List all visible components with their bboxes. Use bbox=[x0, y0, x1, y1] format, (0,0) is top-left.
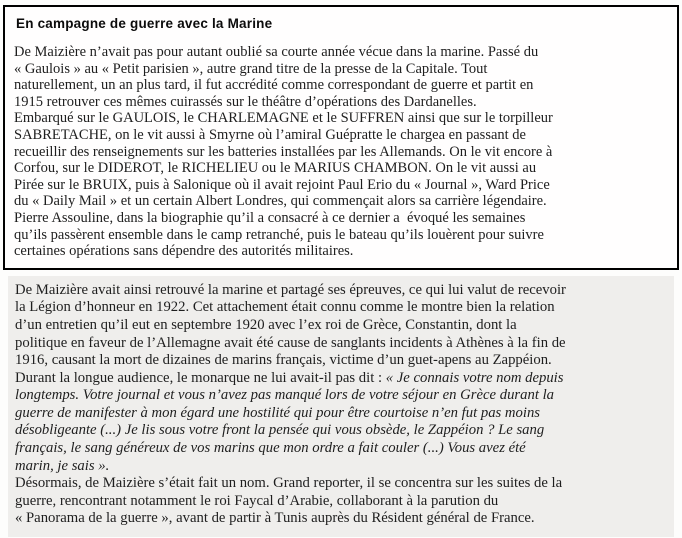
text-line bbox=[14, 210, 669, 227]
lower-section-paragraph bbox=[8, 276, 674, 537]
text-line bbox=[15, 458, 670, 476]
body-text: Désormais, de Maizière s’était fait un nom. Grand reporter, il se concentra sur les suites de la bbox=[15, 475, 563, 492]
body-text: naturellement, un an plus tard, il fut accrédité comme correspondant de guerre et partit en bbox=[14, 77, 534, 94]
text-line bbox=[14, 193, 669, 210]
text-line bbox=[15, 335, 670, 353]
body-text: Durant la longue audience, le monarque ne lui avait-il pas dit : bbox=[15, 369, 386, 386]
text-line bbox=[14, 110, 669, 127]
body-text: 1916, causant la mort de dizaines de marins français, victime d’un guet-apens au Zappéion. bbox=[15, 352, 552, 369]
text-line bbox=[14, 227, 669, 244]
text-line bbox=[14, 144, 669, 161]
text-line bbox=[15, 317, 670, 335]
body-text: SABRETACHE, on le vit aussi à Smyrne où l’amiral Guépratte le chargea en passant de bbox=[14, 126, 526, 143]
quote-italic-text: « Je connais votre nom depuis bbox=[385, 369, 564, 386]
body-text: De Maizière n’avait pas pour autant oublié sa courte année vécue dans la marine. Passé du bbox=[14, 44, 539, 60]
quote-italic-text: longtemps. Votre journal et vous n’avez pas manqué lors de votre séjour en Grèce durant la bbox=[15, 387, 555, 404]
text-line bbox=[15, 282, 670, 300]
text-line bbox=[14, 61, 669, 78]
text-line bbox=[14, 77, 669, 94]
text-line bbox=[15, 493, 670, 511]
body-text: Corfou, sur le DIDEROT, le RICHELIEU ou le MARIUS CHAMBON. On le vit aussi au bbox=[14, 160, 537, 177]
text-line bbox=[14, 44, 669, 61]
boxed-section bbox=[3, 5, 679, 270]
body-text: Pierre Assouline, dans la biographie qu’il a consacré à ce dernier a évoqué les semaines bbox=[14, 209, 526, 226]
body-text: Pirée sur le BRUIX, puis à Salonique où il avait rejoint Paul Erio du « Journal », Ward Price bbox=[14, 176, 550, 193]
text-line bbox=[14, 243, 669, 260]
body-text: d’un entretien qu’il eut en septembre 1920 avec l’ex roi de Grèce, Constantin, dont la bbox=[15, 316, 517, 333]
document-page bbox=[0, 5, 682, 538]
text-line bbox=[15, 387, 670, 405]
body-text: qu’ils passèrent ensemble dans le camp retranché, puis le bateau qu’ils louèrent pour suivre bbox=[14, 226, 544, 243]
text-line bbox=[15, 370, 670, 388]
text-line bbox=[15, 440, 670, 458]
text-line bbox=[15, 422, 670, 440]
text-line bbox=[15, 405, 670, 423]
body-text: « Panorama de la guerre », avant de partir à Tunis auprès du Résident général de France. bbox=[15, 510, 535, 527]
body-text: du « Daily Mail » et un certain Albert Londres, qui commençait alors sa carrière légendaire. bbox=[14, 193, 547, 210]
body-text: politique en faveur de l’Allemagne avait été cause de sanglants incidents à Athènes à la fin de bbox=[15, 334, 566, 351]
text-line bbox=[15, 299, 670, 317]
quote-italic-text: désobligeante (...) Je lis sous votre front la pensée qui vous obsède, le Zappéion ? Le sang bbox=[15, 422, 545, 439]
text-line bbox=[14, 127, 669, 144]
body-text: recueillir des renseignements sur les batteries installées par les Allemands. On le vit encore à bbox=[14, 143, 553, 160]
text-line bbox=[14, 94, 669, 111]
body-text: Embarqué sur le GAULOIS, le CHARLEMAGNE et le SUFFREN ainsi que sur le torpilleur bbox=[14, 110, 553, 127]
section-title: En campagne de guerre avec la Marine bbox=[16, 16, 273, 31]
body-text: De Maizière avait ainsi retrouvé la marine et partagé ses épreuves, ce qui lui valut de recevoir bbox=[15, 281, 566, 298]
quote-italic-text: guerre de manifester à mon égard une hostilité qui pour être courtoise n’en fut pas moins bbox=[15, 404, 541, 421]
quote-italic-text: français, le sang généreux de vos marins que mon ordre a fait couler (...) Vous avez été bbox=[15, 440, 526, 457]
text-line bbox=[14, 177, 669, 194]
text-line bbox=[15, 352, 670, 370]
text-line bbox=[14, 160, 669, 177]
text-line bbox=[15, 510, 670, 528]
text-line bbox=[15, 475, 670, 493]
body-text: 1915 retrouver ces mêmes cuirassés sur le théâtre d’opérations des Dardanelles. bbox=[14, 93, 477, 110]
body-text: la Légion d’honneur en 1922. Cet attachement était connu comme le montre bien la relation bbox=[15, 299, 555, 316]
boxed-section-paragraph bbox=[14, 44, 669, 260]
body-text: guerre, rencontrant notamment le roi Faycal d’Arabie, collaborant à la parution du bbox=[15, 492, 499, 509]
body-text: « Gaulois » au « Petit parisien », autre grand titre de la presse de la Capitale. Tout bbox=[14, 60, 488, 77]
body-text: certaines opérations sans dépendre des autorités militaires. bbox=[14, 243, 354, 260]
quote-italic-text: marin, je sais ». bbox=[15, 457, 110, 474]
